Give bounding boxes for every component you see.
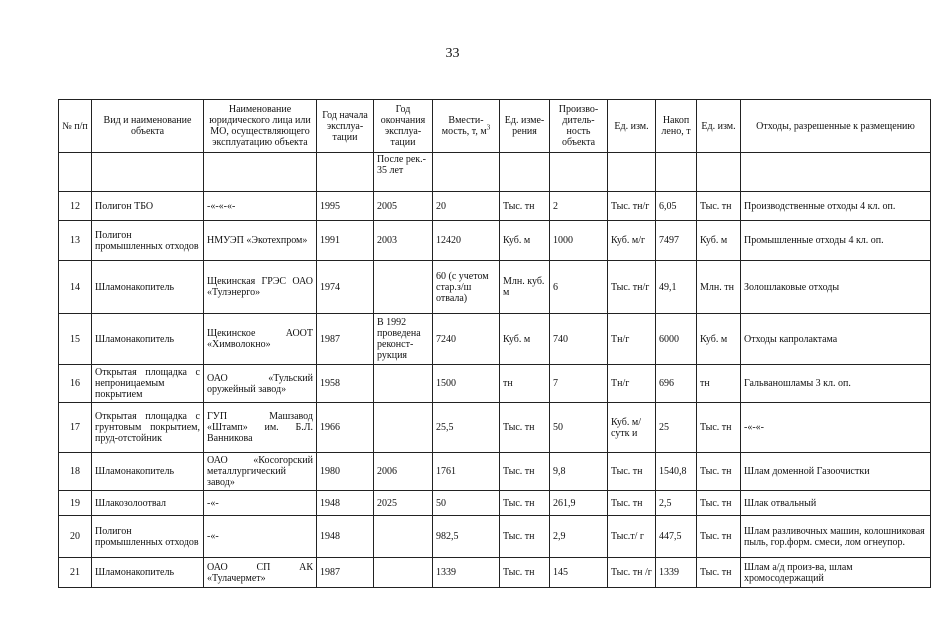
cell-end [374,516,433,558]
cell-waste: Шлам а/д произ-ва, шлам хромосодержащий [741,558,931,588]
cell-type: Шламонакопитель [92,314,204,365]
cell-accumulated: 1540,8 [656,453,697,491]
waste-facilities-table [58,99,931,588]
cell-accumulated: 6000 [656,314,697,365]
cell-type: Шламонакопитель [92,558,204,588]
cell-end: 2005 [374,192,433,221]
cell-productivity: 9,8 [550,453,608,491]
cell-capacity: 1339 [433,558,500,588]
cell-n: 20 [59,516,92,558]
cell-acc-unit: Куб. м [697,314,741,365]
cell-type: Шлакозолоотвал [92,491,204,516]
cell-acc-unit: Млн. тн [697,261,741,314]
table-row [59,365,931,403]
cell-start: 1948 [317,516,374,558]
cell-type: Полигон ТБО [92,192,204,221]
cell-cap-unit: тн [500,365,550,403]
header-cell: Ед. изм. [608,100,656,153]
cell-n: 18 [59,453,92,491]
table-row [59,221,931,261]
cell-start: 1987 [317,314,374,365]
cell-waste: Шлам доменной Газоочистки [741,453,931,491]
cell-cap-unit: Тыс. тн [500,516,550,558]
cell-n: 21 [59,558,92,588]
cell-end [374,365,433,403]
cell-productivity: 2 [550,192,608,221]
header-cell: Наименование юридического лица или МО, осуществляющего эксплуатацию объекта [204,100,317,153]
cell-waste: Гальваношламы 3 кл. оп. [741,365,931,403]
cell-end: 2025 [374,491,433,516]
table-row [59,516,931,558]
cell-accumulated: 6,05 [656,192,697,221]
cell-acc-unit: Тыс. тн [697,192,741,221]
cell-operator: Щекинское АООТ «Химволокно» [204,314,317,365]
header-cell: Накоп лено, т [656,100,697,153]
cell-end [374,558,433,588]
cell-accumulated: 1339 [656,558,697,588]
cell-productivity: 6 [550,261,608,314]
cell-acc-unit: Тыс. тн [697,491,741,516]
cell-prod-unit: Тн/г [608,365,656,403]
cell-type: Открытая площадка с непроницаемым покрытием [92,365,204,403]
cell-capacity: 7240 [433,314,500,365]
cell-accumulated: 7497 [656,221,697,261]
cell-start: 1991 [317,221,374,261]
table-row [59,261,931,314]
cell-operator: ОАО «Косогорский металлургический завод» [204,453,317,491]
cell-acc-unit: Куб. м [697,221,741,261]
cell-accumulated: 49,1 [656,261,697,314]
table-row [59,558,931,588]
cell-productivity: 261,9 [550,491,608,516]
header-cell: Ед. изме-рения [500,100,550,153]
superscript: 3 [486,123,491,132]
cell-acc-unit: Тыс. тн [697,403,741,453]
cell-operator: ОАО СП АК «Тулачермет» [204,558,317,588]
header-cell: Год начала эксплуа-тации [317,100,374,153]
cell-accumulated: 447,5 [656,516,697,558]
cell-capacity: 12420 [433,221,500,261]
cell-waste: Отходы капролактама [741,314,931,365]
cell-operator: -«- [204,491,317,516]
cell-accumulated: 2,5 [656,491,697,516]
cell-prod-unit: Тн/г [608,314,656,365]
cell-prod-unit: Тыс. тн [608,453,656,491]
cell-prod-unit: Тыс. тн/г [608,192,656,221]
cell-end: В 1992 проведена реконст-рукция [374,314,433,365]
cell-acc-unit: Тыс. тн [697,453,741,491]
cell-productivity: 1000 [550,221,608,261]
cell-prod-unit: Куб. м/сутк и [608,403,656,453]
cell-operator: ГУП Машзавод «Штамп» им. Б.Л. Ванникова [204,403,317,453]
cell-start: 1966 [317,403,374,453]
cell-start: 1980 [317,453,374,491]
header-cell: Вид и наименование объекта [92,100,204,153]
header-cell-capacity [433,100,500,153]
cell-productivity: 2,9 [550,516,608,558]
cell-n: 13 [59,221,92,261]
cell-capacity: 1761 [433,453,500,491]
cell-n: 15 [59,314,92,365]
cell-type: Полигон промышленных отходов [92,221,204,261]
cell-acc-unit: Тыс. тн [697,558,741,588]
cell-accumulated: 25 [656,403,697,453]
cell-capacity: 1500 [433,365,500,403]
cell-type: Полигон промышленных отходов [92,516,204,558]
cell-cap-unit: Тыс. тн [500,192,550,221]
cell-n: 14 [59,261,92,314]
cell-n: 12 [59,192,92,221]
cell-cap-unit: Куб. м [500,314,550,365]
cell-cap-unit: Тыс. тн [500,403,550,453]
cell-prod-unit: Куб. м/г [608,221,656,261]
cell-start: 1958 [317,365,374,403]
cell-waste: Золошлаковые отходы [741,261,931,314]
cell-n: 16 [59,365,92,403]
cell-cap-unit: Тыс. тн [500,453,550,491]
cell-waste: Шлам разливочных машин, колошниковая пыль, гор.форм. смеси, лом огнеупор. [741,516,931,558]
subheader-row [59,153,931,192]
header-cell: Ед. изм. [697,100,741,153]
cell-operator: Щекинская ГРЭС ОАО «Тулэнерго» [204,261,317,314]
header-cell: Произво-дитель-ность объекта [550,100,608,153]
table-row [59,403,931,453]
cell-end [374,403,433,453]
cell-productivity: 7 [550,365,608,403]
cell-n: 19 [59,491,92,516]
table-row [59,192,931,221]
cell-prod-unit: Тыс. тн/г [608,261,656,314]
cell-productivity: 50 [550,403,608,453]
cell-capacity: 50 [433,491,500,516]
cell-type: Открытая площадка с грунтовым покрытием, пруд-отстойник [92,403,204,453]
cell-start: 1974 [317,261,374,314]
subheader-note: После рек.- 35 лет [374,153,433,192]
header-cell: Отходы, разрешенные к размещению [741,100,931,153]
cell-capacity: 982,5 [433,516,500,558]
cell-waste: -«-«- [741,403,931,453]
cell-capacity: 20 [433,192,500,221]
cell-type: Шламонакопитель [92,261,204,314]
page-number: 33 [445,46,460,61]
table-row [59,491,931,516]
cell-start: 1987 [317,558,374,588]
cell-start: 1948 [317,491,374,516]
cell-end: 2003 [374,221,433,261]
cell-start: 1995 [317,192,374,221]
cell-cap-unit: Куб. м [500,221,550,261]
cell-cap-unit: Тыс. тн [500,558,550,588]
table-row [59,314,931,365]
header-cell: № п/п [59,100,92,153]
cell-productivity: 145 [550,558,608,588]
cell-prod-unit: Тыс.т/ г [608,516,656,558]
cell-productivity: 740 [550,314,608,365]
cell-operator: -«-«-«- [204,192,317,221]
cell-waste: Промышленные отходы 4 кл. оп. [741,221,931,261]
cell-prod-unit: Тыс. тн /г [608,558,656,588]
cell-cap-unit: Млн. куб. м [500,261,550,314]
header-row [59,100,931,153]
cell-operator: ОАО «Тульский оружейный завод» [204,365,317,403]
cell-acc-unit: тн [697,365,741,403]
table-row [59,453,931,491]
cell-waste: Шлак отвальный [741,491,931,516]
header-cell: Год окончания эксплуа-тации [374,100,433,153]
cell-operator: -«- [204,516,317,558]
cell-n: 17 [59,403,92,453]
cell-prod-unit: Тыс. тн [608,491,656,516]
cell-operator: НМУЭП «Экотехпром» [204,221,317,261]
cell-end: 2006 [374,453,433,491]
cell-acc-unit: Тыс. тн [697,516,741,558]
cell-cap-unit: Тыс. тн [500,491,550,516]
cell-accumulated: 696 [656,365,697,403]
cell-type: Шламонакопитель [92,453,204,491]
header-text: Вмести-мость, т, м [441,115,487,137]
cell-capacity: 25,5 [433,403,500,453]
cell-waste: Производственные отходы 4 кл. оп. [741,192,931,221]
cell-end [374,261,433,314]
cell-capacity: 60 (с учетом стар.з/ш отвала) [433,261,500,314]
